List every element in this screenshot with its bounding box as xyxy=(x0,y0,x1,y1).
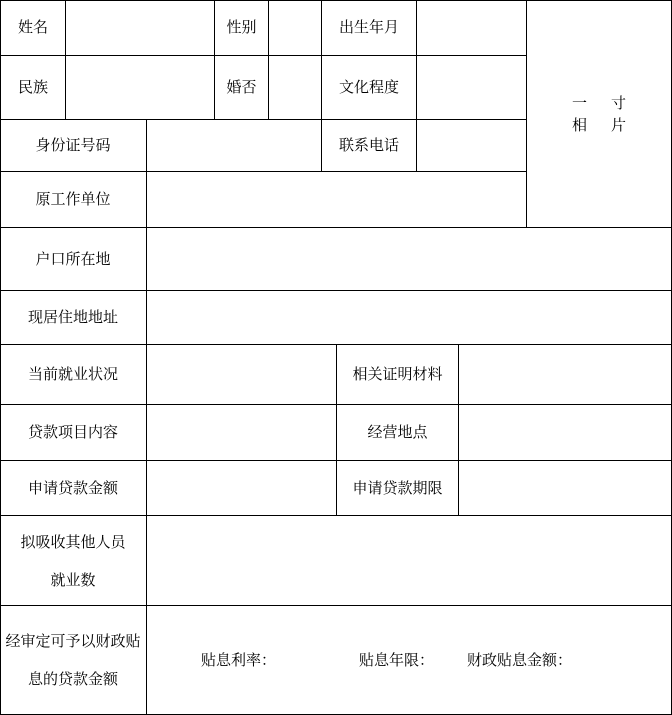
hukou-label: 户口所在地 xyxy=(0,228,147,291)
proof-materials-field[interactable] xyxy=(459,345,672,405)
name-field[interactable] xyxy=(66,0,215,56)
address-label: 现居住地地址 xyxy=(0,291,147,345)
former-employer-field[interactable] xyxy=(147,172,527,228)
photo-caption-char: 寸 xyxy=(610,93,626,112)
photo-caption-row-1 xyxy=(572,92,626,114)
photo-caption-char: 片 xyxy=(610,115,626,134)
marital-status-label: 婚否 xyxy=(215,56,269,120)
subsidized-loan-label-line-2: 息的贷款金额 xyxy=(27,670,118,688)
id-number-field[interactable] xyxy=(147,120,322,172)
hukou-field[interactable] xyxy=(147,228,672,291)
former-employer-label: 原工作单位 xyxy=(0,172,147,228)
subsidized-loan-label-line-1: 经审定可予以财政贴 xyxy=(5,632,141,650)
id-number-label: 身份证号码 xyxy=(0,120,147,172)
education-field[interactable] xyxy=(417,56,527,120)
marital-status-field[interactable] xyxy=(269,56,322,120)
gender-field[interactable] xyxy=(269,0,322,56)
hire-count-label-line-2: 就业数 xyxy=(50,570,96,589)
birth-date-field[interactable] xyxy=(417,0,527,56)
phone-field[interactable] xyxy=(417,120,527,172)
birth-date-label: 出生年月 xyxy=(322,0,417,56)
education-label: 文化程度 xyxy=(322,56,417,120)
phone-label: 联系电话 xyxy=(322,120,417,172)
employment-status-label: 当前就业状况 xyxy=(0,345,147,405)
loan-amount-field[interactable] xyxy=(147,461,337,516)
photo-caption-row-2 xyxy=(572,114,626,136)
loan-term-field[interactable] xyxy=(459,461,672,516)
ethnicity-label: 民族 xyxy=(0,56,66,120)
employment-status-field[interactable] xyxy=(147,345,337,405)
photo-caption-char: 一 xyxy=(572,93,588,112)
loan-term-label: 申请贷款期限 xyxy=(337,461,459,516)
address-field[interactable] xyxy=(147,291,672,345)
hire-count-field[interactable] xyxy=(147,516,672,606)
photo-caption-char: 相 xyxy=(572,115,588,134)
gender-label: 性别 xyxy=(215,0,269,56)
ethnicity-field[interactable] xyxy=(66,56,215,120)
hire-count-label xyxy=(0,516,147,606)
subsidy-amount-label: 财政贴息金额： xyxy=(467,650,573,669)
subsidy-years-label: 贴息年限： xyxy=(358,650,434,669)
subsidy-rate-label: 贴息利率： xyxy=(200,650,276,669)
loan-project-label: 贷款项目内容 xyxy=(0,405,147,461)
subsidized-loan-label xyxy=(0,606,147,715)
hire-count-label-line-1: 拟吸收其他人员 xyxy=(20,532,126,551)
loan-amount-label: 申请贷款金额 xyxy=(0,461,147,516)
proof-materials-label: 相关证明材料 xyxy=(337,345,459,405)
photo-box[interactable] xyxy=(527,0,672,228)
business-location-label: 经营地点 xyxy=(337,405,459,461)
business-location-field[interactable] xyxy=(459,405,672,461)
loan-project-field[interactable] xyxy=(147,405,337,461)
subsidy-details-cell[interactable] xyxy=(147,606,672,715)
name-label: 姓名 xyxy=(0,0,66,56)
